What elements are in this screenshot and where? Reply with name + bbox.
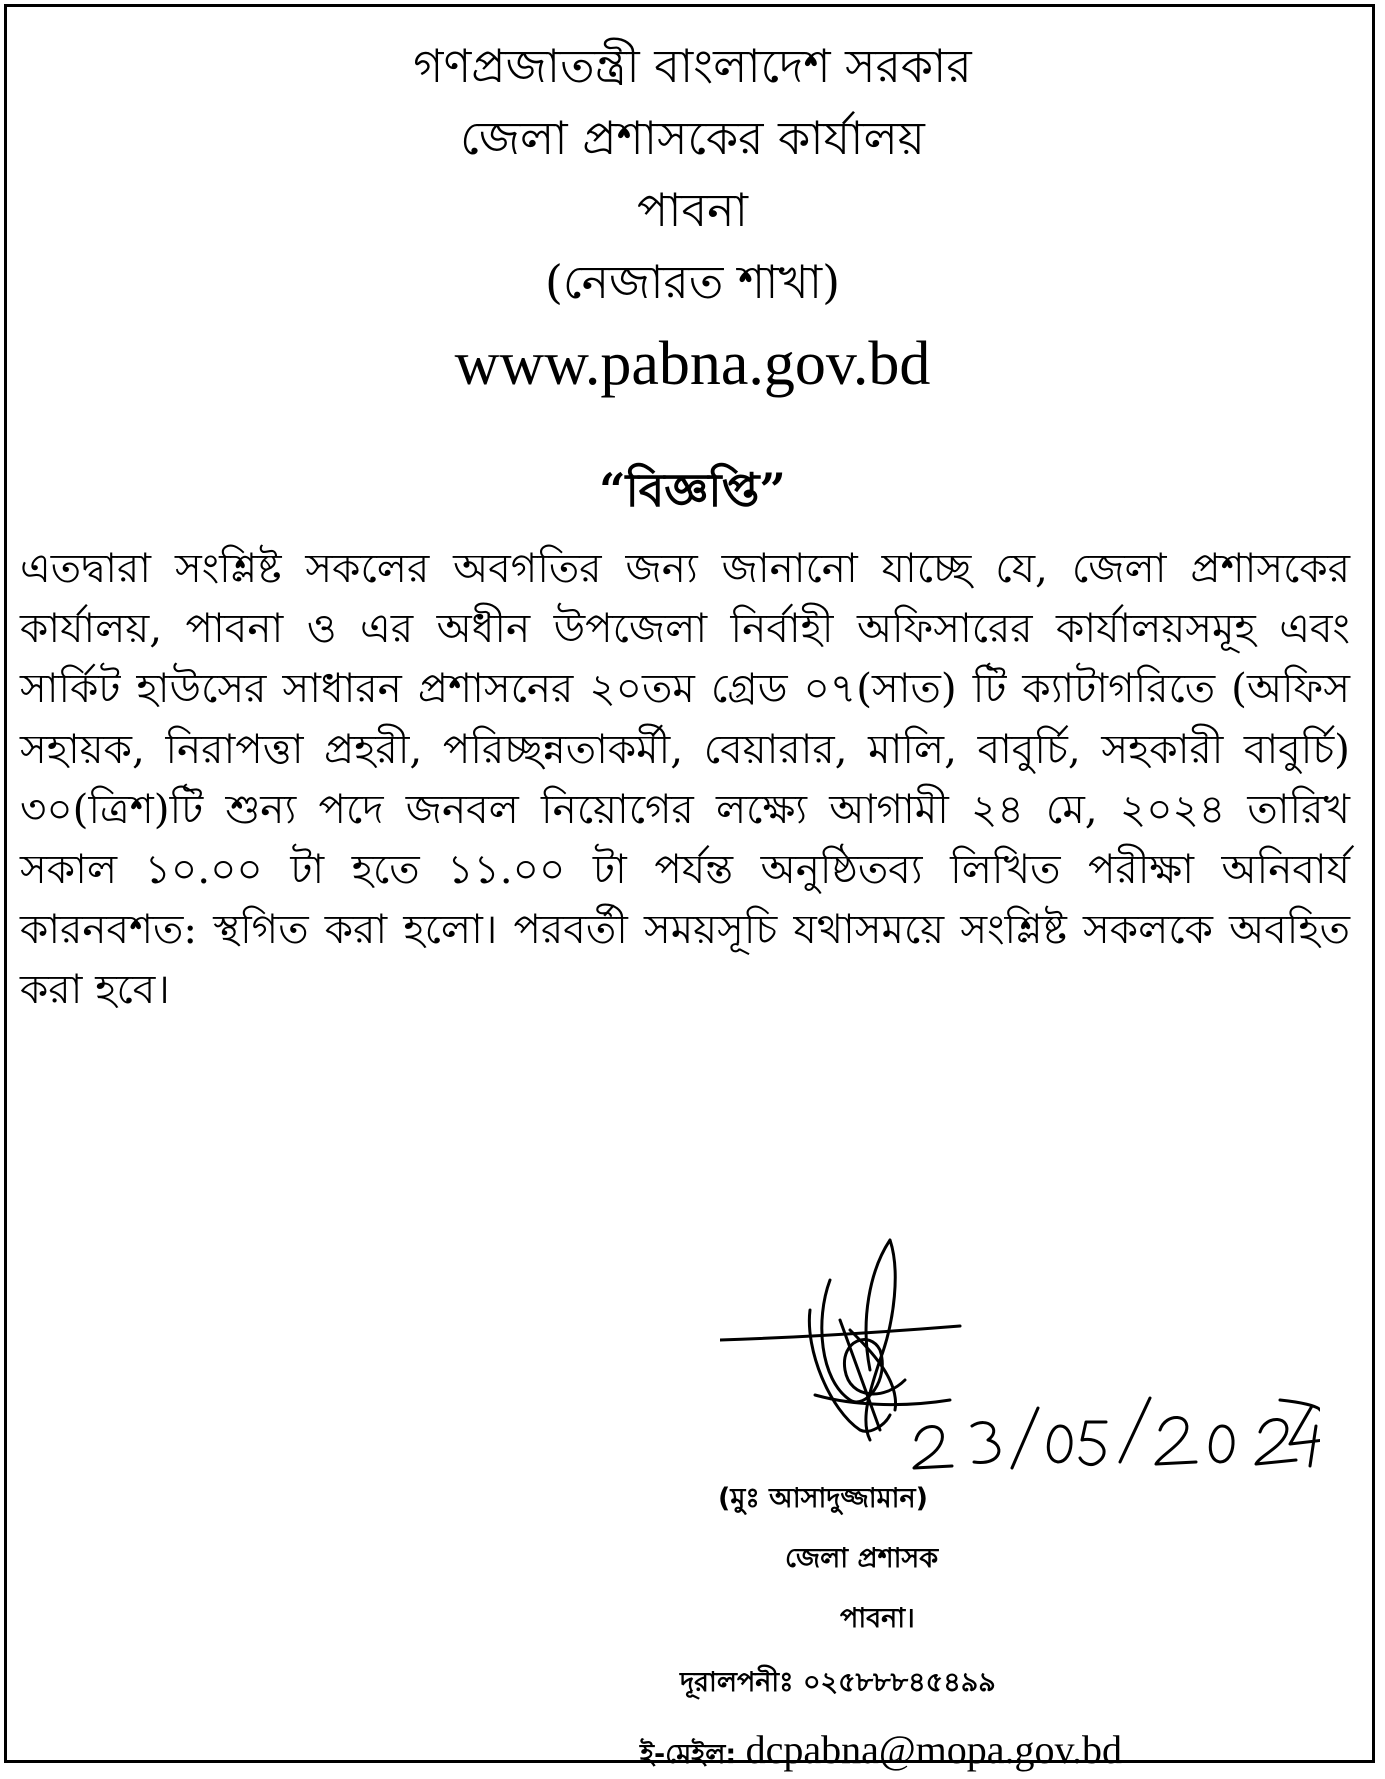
handwritten-date [914,1398,1320,1468]
email-label: ই-মেইল: [640,1739,737,1770]
phone-number: ০২৫৮৮৮৪৫৪৯৯ [802,1667,996,1698]
document-header [0,30,1385,406]
signatory-place: পাবনা। [840,1603,915,1634]
email-address[interactable]: dcpabna@mopa.gov.bd [745,1727,1122,1772]
office-title: জেলা প্রশাসকের কার্যালয় [460,111,925,165]
website-url: www.pabna.gov.bd [454,330,931,398]
handwritten-signature [720,1230,1320,1470]
phone-label: দূরালপনীঃ [680,1667,794,1698]
signatory-name: (মুঃ আসাদুজ্জামান) [718,1483,928,1514]
govt-title: গণপ্রজাতন্ত্রী বাংলাদেশ সরকার [413,39,972,93]
email-line [640,1726,1122,1779]
signatory-designation: জেলা প্রশাসক [785,1543,939,1574]
notice-title: “বিজ্ঞপ্তি” [599,463,786,517]
phone-line [680,1662,996,1707]
notice-body: এতদ্বারা সংশ্লিষ্ট সকলের অবগতির জন্য জানানো যাচ্ছে যে, জেলা প্রশাসকের কার্যালয়, পাবনা ও এর অধীন উপজেলা নির্বাহী অফিসারের কার্যালয়সমূহ এবং সার্কিট হাউসের সাধারন প্রশাসনের ২০তম গ্রেড ০৭(সাত) টি ক্যাটাগরিতে (অফিস সহায়ক, নিরাপত্তা প্রহরী, পরিচ্ছন্নতাকর্মী, বেয়ারার, মালি, বাবুর্চি, সহকারী বাবুর্চি) ৩০(ত্রিশ)টি শুন্য পদে জনবল নিয়োগের লক্ষ্যে আগামী ২৪ মে, ২০২৪ তারিখ সকাল ১০.০০ টা হতে ১১.০০ টা পর্যন্ত অনুষ্ঠিতব্য লিখিত পরীক্ষা অনিবার্য কারনবশত: স্থগিত করা হলো। পরবর্তী সময়সূচি যথাসময়ে সংশ্লিষ্ট সকলকে অবহিত করা হবে। [20,544,1350,1014]
district-name: পাবনা [637,183,748,237]
section-name: (নেজারত শাখা) [544,255,841,309]
